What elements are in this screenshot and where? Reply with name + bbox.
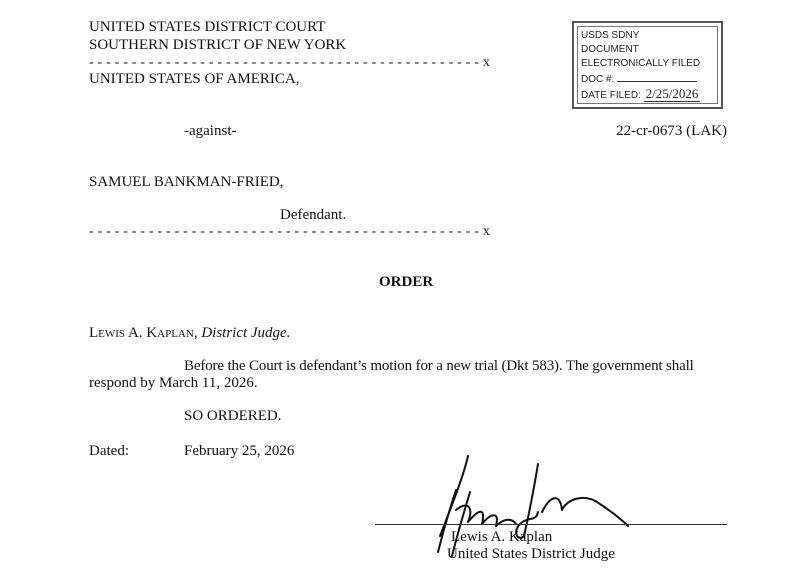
judge-attribution xyxy=(89,325,290,341)
stamp-doc-label: DOC #: xyxy=(581,74,615,85)
judge-name: Lewis A. Kaplan xyxy=(89,325,194,341)
stamp-doc-field xyxy=(617,71,697,82)
stamp-electronically-filed: ELECTRONICALLY FILED xyxy=(581,58,701,69)
judge-title: District Judge. xyxy=(201,325,291,341)
stamp-date-row xyxy=(581,87,717,103)
signatory-name: Lewis A. Kaplan xyxy=(451,529,553,545)
order-title: ORDER xyxy=(379,274,434,290)
judge-comma: , xyxy=(193,325,202,341)
defendant-name: SAMUEL BANKMAN-FRIED, xyxy=(89,174,284,190)
defendant-role: Defendant. xyxy=(280,207,347,223)
stamp-usds-sdny: USDS SDNY xyxy=(581,30,640,41)
caption-divider-bottom: - - - - - - - - - - - - - - - - - - - - - - - - - - - - - - - - - - - - - - - - - - - - - - x xyxy=(89,224,491,239)
stamp-date-value: 2/25/2026 xyxy=(645,86,699,101)
so-ordered: SO ORDERED. xyxy=(184,408,282,424)
dated-value: February 25, 2026 xyxy=(184,443,295,459)
order-body-line1: Before the Court is defendant’s motion for a new trial (Dkt 583). The government shall xyxy=(184,358,694,374)
order-body-line2: respond by March 11, 2026. xyxy=(89,375,258,391)
stamp-date-label: DATE FILED: xyxy=(581,90,641,101)
filing-stamp-inner xyxy=(577,26,718,104)
case-number: 22-cr-0673 (LAK) xyxy=(616,123,727,139)
court-name-line1: UNITED STATES DISTRICT COURT xyxy=(89,19,326,35)
filing-stamp xyxy=(572,21,723,109)
court-name-line2: SOUTHERN DISTRICT OF NEW YORK xyxy=(89,37,347,53)
caption-divider-top: - - - - - - - - - - - - - - - - - - - - - - - - - - - - - - - - - - - - - - - - - - - - - - x xyxy=(89,55,491,70)
plaintiff-name: UNITED STATES OF AMERICA, xyxy=(89,71,300,87)
signatory-title: United States District Judge xyxy=(447,546,615,562)
against-label: -against- xyxy=(184,123,237,139)
signature-line xyxy=(375,524,727,525)
dated-label: Dated: xyxy=(89,443,129,459)
stamp-document: DOCUMENT xyxy=(581,44,639,55)
stamp-doc-number-row xyxy=(581,71,717,87)
